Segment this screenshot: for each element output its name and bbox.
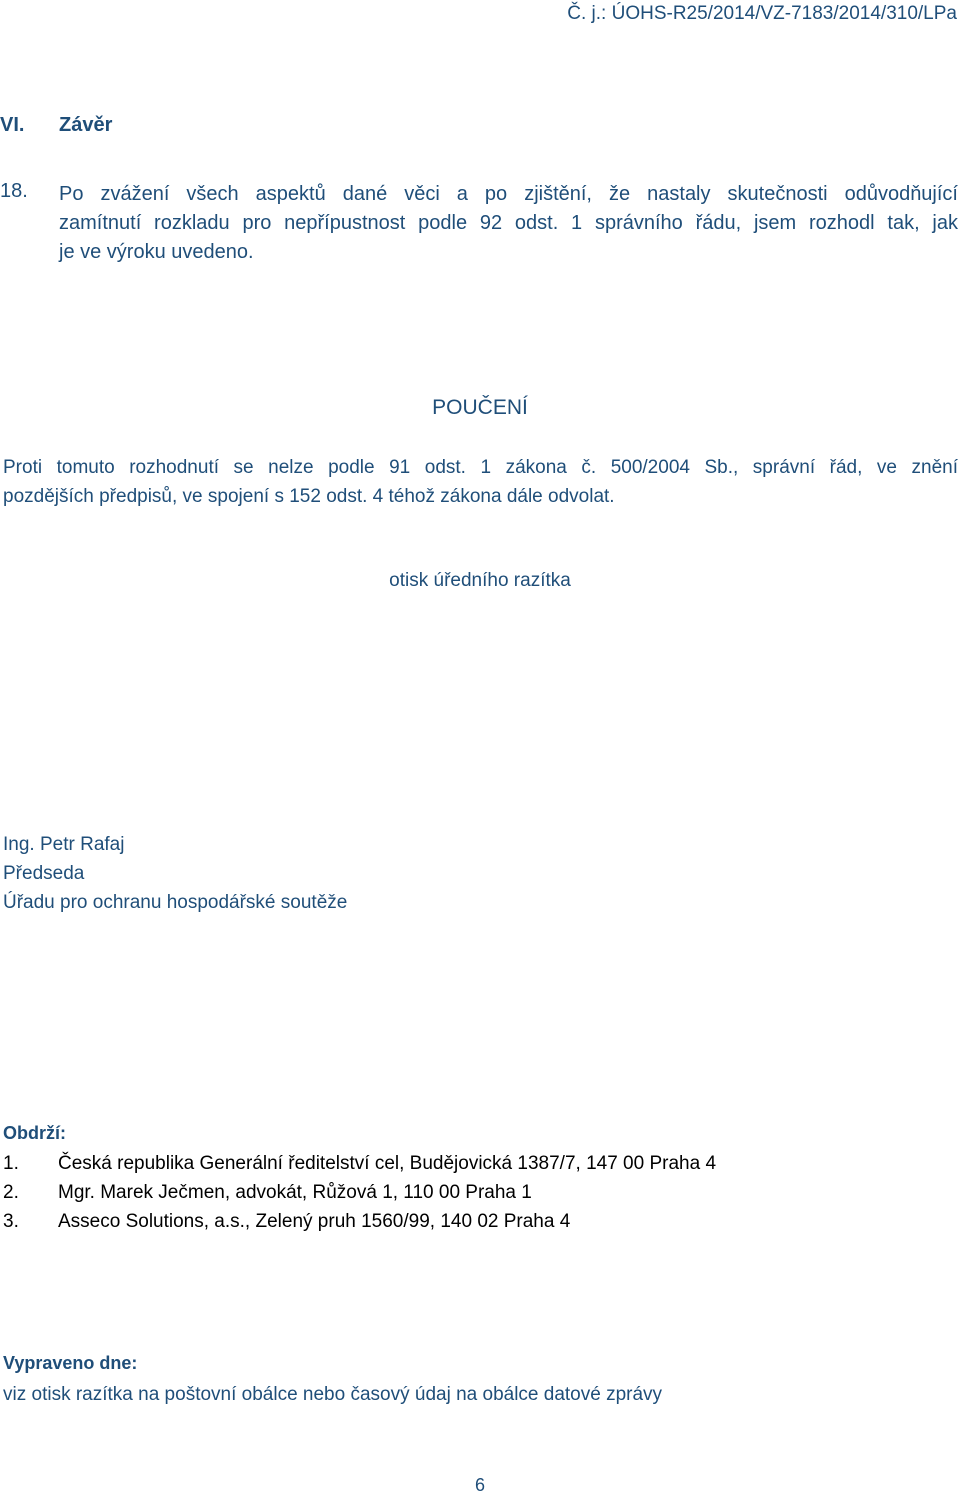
recipients-heading: Obdrží: [3,1123,66,1143]
section-title: Závěr [59,114,113,136]
recipient-text: Asseco Solutions, a.s., Zelený pruh 1560/99, 140 02 Praha 4 [58,1211,571,1232]
recipient-number: 3. [3,1211,19,1232]
section-number: VI. [0,114,25,136]
paragraph-text [59,180,958,267]
paragraph-number: 18. [0,180,28,202]
recipient-text: Česká republika Generální ředitelství cel, Budějovická 1387/7, 147 00 Praha 4 [58,1153,717,1174]
signature-block [3,830,347,917]
notice-title: POUČENÍ [432,396,528,419]
paragraph-line: zamítnutí rozkladu pro nepřípustnost podle 92 odst. 1 správního řádu, jsem rozhodl tak, jak [59,212,958,234]
recipient-number: 1. [3,1153,19,1174]
signatory-role: Předseda [3,863,85,884]
page-number: 6 [474,1475,485,1495]
signatory-name: Ing. Petr Rafaj [3,834,125,855]
notice-line: Proti tomuto rozhodnutí se nelze podle 91 odst. 1 zákona č. 500/2004 Sb., správní řád, ve znění [3,457,958,478]
dispatch-text: viz otisk razítka na poštovní obálce nebo časový údaj na obálce datové zprávy [3,1384,663,1405]
dispatch-heading: Vypraveno dne: [3,1353,138,1373]
notice-text [3,453,958,511]
signatory-office: Úřadu pro ochranu hospodářské soutěže [3,892,348,913]
paragraph-line: Po zvážení všech aspektů dané věci a po zjištění, že nastaly skutečnosti odůvodňující [59,183,958,205]
paragraph-line: je ve výroku uvedeno. [59,241,254,263]
document-reference-number: Č. j.: ÚOHS-R25/2014/VZ-7183/2014/310/LPa [567,3,957,24]
notice-line: pozdějších předpisů, ve spojení s 152 odst. 4 téhož zákona dále odvolat. [3,486,615,507]
stamp-placeholder: otisk úředního razítka [389,570,571,591]
recipient-text: Mgr. Marek Ječmen, advokát, Růžová 1, 110 00 Praha 1 [58,1182,532,1203]
recipient-number: 2. [3,1182,19,1203]
